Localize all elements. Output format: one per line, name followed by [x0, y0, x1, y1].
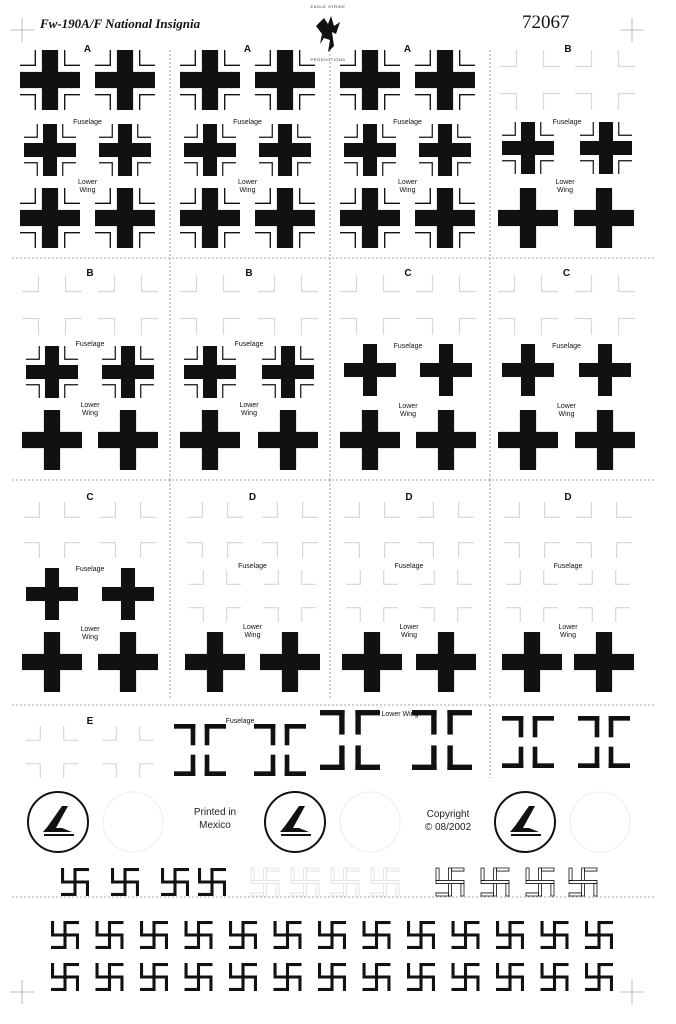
swoosh-roundel-icon	[495, 792, 555, 852]
balkenkreuz-icon	[24, 124, 76, 176]
variant-label: B	[86, 268, 94, 279]
variant-label: D	[564, 492, 572, 503]
balkenkreuz-icon	[415, 188, 475, 248]
registration-mark-icon	[10, 18, 34, 42]
fuselage-label: Fuselage	[552, 343, 581, 350]
lower-wing-label: Lower Wing	[77, 179, 98, 194]
white-balkenkreuz-icon	[416, 275, 476, 335]
swoosh-roundel-icon	[265, 792, 325, 852]
white-balkenkreuz-icon	[262, 502, 318, 558]
hakenkreuz-icon	[229, 921, 257, 949]
sheet-number: 72067	[522, 12, 570, 33]
hakenkreuz-icon	[585, 963, 613, 991]
hakenkreuz-icon	[185, 963, 213, 991]
bracket-balkenkreuz-icon	[320, 710, 380, 770]
variant-label: E	[86, 716, 94, 727]
fuselage-label: Fuselage	[393, 119, 422, 126]
lower-wing-label: Lower Wing	[556, 403, 577, 418]
sheet-title: Fw-190A/F National Insignia	[40, 16, 201, 31]
blank-circle-decal	[340, 792, 400, 852]
white-balkenkreuz-icon	[24, 502, 80, 558]
variant-label: C	[86, 492, 94, 503]
balkenkreuz-icon	[20, 50, 80, 110]
fuselage-label: Fuselage	[393, 343, 423, 350]
balkenkreuz-icon	[180, 188, 240, 248]
fuselage-label: Fuselage	[234, 341, 264, 348]
hakenkreuz-icon	[61, 868, 89, 896]
hakenkreuz-icon	[96, 921, 124, 949]
fuselage-label: Fuselage	[225, 718, 255, 725]
bracket-balkenkreuz-icon	[412, 710, 472, 770]
blank-circle-decal	[103, 792, 163, 852]
swoosh-roundel-icon	[28, 792, 88, 852]
lower-wing-label: Lower Wing	[381, 711, 419, 718]
balkenkreuz-icon	[419, 124, 471, 176]
blank-circle-decal	[570, 792, 630, 852]
hakenkreuz-icon	[161, 868, 189, 896]
balkenkreuz-icon	[496, 186, 560, 250]
hakenkreuz-icon	[541, 963, 569, 991]
hakenkreuz-icon	[363, 963, 391, 991]
hakenkreuz-icon	[318, 921, 346, 949]
balkenkreuz-icon	[340, 188, 400, 248]
white-balkenkreuz-icon	[506, 570, 558, 622]
variant-label: D	[405, 492, 413, 503]
hakenkreuz-icon	[585, 921, 613, 949]
balkenkreuz-icon	[580, 122, 632, 174]
lower-wing-label: Lower Wing	[239, 402, 259, 417]
outlined-hakenkreuz-icon	[526, 868, 554, 896]
white-balkenkreuz-icon	[187, 502, 243, 558]
balkenkreuz-icon	[572, 186, 636, 250]
white-balkenkreuz-icon	[344, 502, 400, 558]
lower-wing-label: Lower Wing	[80, 402, 100, 417]
registration-mark-icon	[620, 18, 644, 42]
balkenkreuz-icon	[184, 346, 236, 398]
hakenkreuz-icon	[140, 921, 168, 949]
white-balkenkreuz-icon	[264, 570, 316, 622]
hakenkreuz-icon	[229, 963, 257, 991]
hakenkreuz-icon	[363, 921, 391, 949]
balkenkreuz-icon	[20, 188, 80, 248]
white-balkenkreuz-icon	[420, 570, 472, 622]
balkenkreuz-icon	[180, 50, 240, 110]
hakenkreuz-icon	[185, 921, 213, 949]
hakenkreuz-icon	[140, 963, 168, 991]
hakenkreuz-icon	[274, 921, 302, 949]
variant-label: A	[83, 44, 92, 55]
lower-wing-label: Lower Wing	[555, 179, 575, 194]
fuselage-label: Fuselage	[75, 341, 105, 348]
balkenkreuz-icon	[259, 124, 311, 176]
hakenkreuz-icon	[318, 963, 346, 991]
white-balkenkreuz-icon	[575, 275, 635, 335]
registration-mark-icon	[10, 980, 34, 1004]
white-balkenkreuz-icon	[504, 502, 560, 558]
hakenkreuz-icon	[541, 921, 569, 949]
balkenkreuz-icon	[102, 346, 154, 398]
white-balkenkreuz-icon	[498, 275, 558, 335]
white-balkenkreuz-icon	[180, 275, 240, 335]
brand-name: EAGLE STRIKE	[310, 4, 346, 9]
outlined-hakenkreuz-icon	[481, 868, 509, 896]
hakenkreuz-icon	[407, 963, 435, 991]
hakenkreuz-icon	[496, 921, 524, 949]
lower-wing-label: Lower Wing	[558, 624, 578, 639]
variant-label: C	[562, 268, 571, 279]
outlined-hakenkreuz-icon	[569, 868, 597, 896]
white-hakenkreuz-icon	[251, 868, 279, 896]
balkenkreuz-icon	[100, 566, 156, 622]
balkenkreuz-icon	[502, 122, 554, 174]
hakenkreuz-icon	[496, 963, 524, 991]
variant-label: C	[404, 268, 412, 279]
variant-label: A	[403, 44, 412, 55]
bracket-balkenkreuz-icon	[254, 724, 306, 776]
variant-label: D	[248, 492, 257, 503]
white-balkenkreuz-icon	[102, 726, 154, 778]
hakenkreuz-icon	[407, 921, 435, 949]
lower-wing-label: Lower Wing	[399, 624, 419, 639]
hakenkreuz-icon	[452, 963, 480, 991]
white-balkenkreuz-icon	[500, 50, 560, 110]
variant-label: B	[245, 268, 253, 279]
bracket-balkenkreuz-icon	[578, 716, 630, 768]
white-balkenkreuz-icon	[578, 570, 630, 622]
fuselage-label: Fuselage	[233, 119, 262, 126]
hakenkreuz-icon	[96, 963, 124, 991]
hakenkreuz-icon	[274, 963, 302, 991]
white-balkenkreuz-icon	[26, 726, 78, 778]
lower-wing-label: Lower Wing	[397, 179, 418, 194]
fuselage-label: Fuselage	[238, 563, 267, 570]
white-balkenkreuz-icon	[258, 275, 318, 335]
white-balkenkreuz-icon	[346, 570, 398, 622]
balkenkreuz-icon	[95, 188, 155, 248]
white-balkenkreuz-icon	[576, 502, 632, 558]
lower-wing-label: Lower Wing	[80, 626, 100, 641]
lower-wing-label: Lower Wing	[398, 403, 418, 418]
bracket-balkenkreuz-icon	[502, 716, 554, 768]
balkenkreuz-icon	[344, 124, 396, 176]
balkenkreuz-icon	[262, 346, 314, 398]
white-balkenkreuz-icon	[575, 50, 635, 110]
white-balkenkreuz-icon	[340, 275, 400, 335]
brand-subtitle: PRODUCTIONS	[310, 57, 346, 62]
white-hakenkreuz-icon	[331, 868, 359, 896]
fuselage-label: Fuselage	[73, 119, 102, 126]
balkenkreuz-icon	[184, 124, 236, 176]
balkenkreuz-icon	[99, 124, 151, 176]
brand-logo	[300, 4, 356, 64]
white-balkenkreuz-icon	[22, 275, 82, 335]
fuselage-label: Fuselage	[75, 566, 105, 573]
hakenkreuz-icon	[111, 868, 139, 896]
hakenkreuz-icon	[452, 921, 480, 949]
balkenkreuz-icon	[24, 566, 80, 622]
white-balkenkreuz-icon	[418, 502, 474, 558]
hakenkreuz-icon	[198, 868, 226, 896]
balkenkreuz-icon	[255, 188, 315, 248]
hakenkreuz-icon	[51, 963, 79, 991]
lower-wing-label: Lower Wing	[242, 624, 263, 639]
balkenkreuz-icon	[26, 346, 78, 398]
fuselage-label: Fuselage	[394, 563, 424, 570]
registration-mark-icon	[620, 980, 644, 1004]
printed-in-note: Printed in Mexico	[193, 807, 237, 831]
lower-wing-label: Lower Wing	[237, 179, 258, 194]
hakenkreuz-icon	[51, 921, 79, 949]
balkenkreuz-icon	[415, 50, 475, 110]
white-balkenkreuz-icon	[100, 502, 156, 558]
balkenkreuz-icon	[95, 50, 155, 110]
white-hakenkreuz-icon	[291, 868, 319, 896]
white-hakenkreuz-icon	[371, 868, 399, 896]
variant-label: B	[564, 44, 572, 55]
fuselage-label: Fuselage	[553, 563, 583, 570]
bracket-balkenkreuz-icon	[174, 724, 226, 776]
eagle-icon	[300, 4, 356, 64]
white-balkenkreuz-icon	[98, 275, 158, 335]
fuselage-label: Fuselage	[552, 119, 582, 126]
white-balkenkreuz-icon	[189, 570, 241, 622]
outlined-hakenkreuz-icon	[436, 868, 464, 896]
variant-label: A	[243, 44, 252, 55]
copyright-note: Copyright © 08/2002	[424, 809, 472, 833]
